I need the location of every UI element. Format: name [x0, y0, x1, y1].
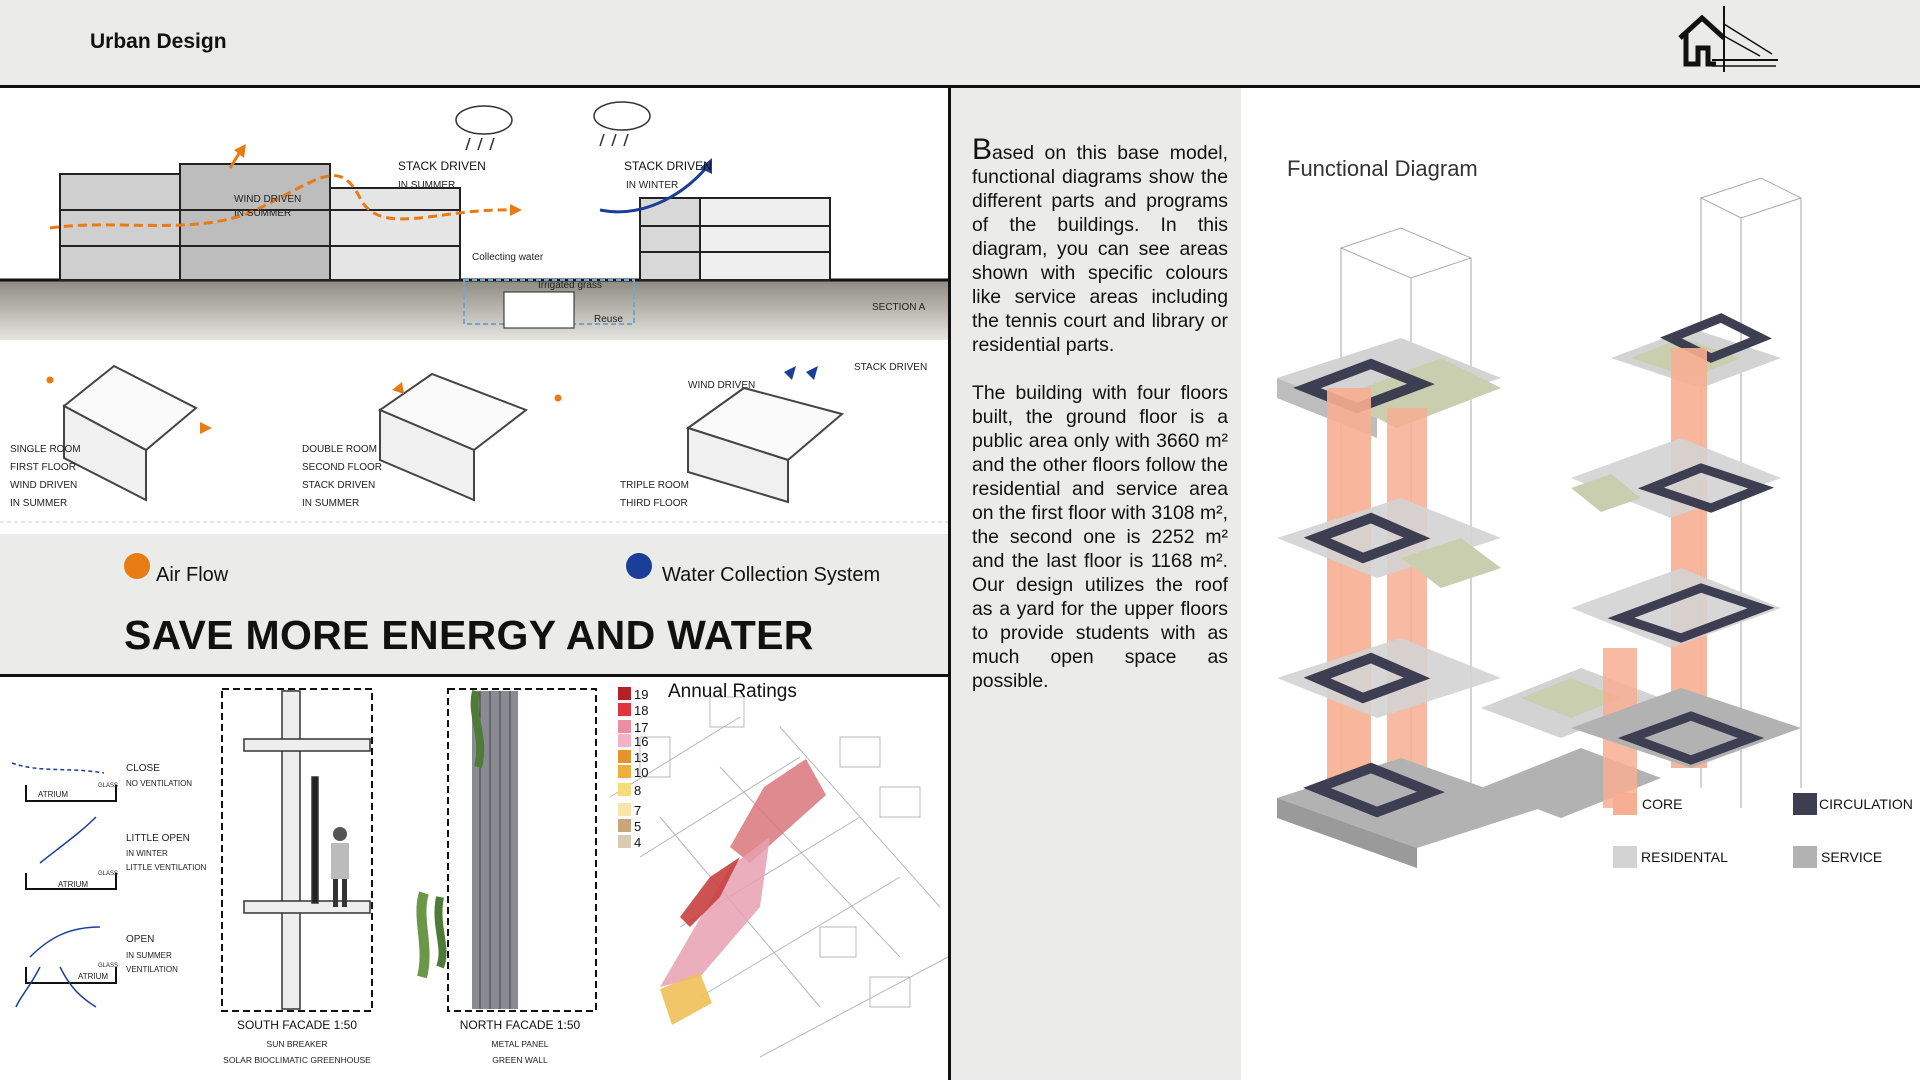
room-2-line-1: DOUBLE ROOM: [302, 444, 378, 455]
vent-1-glass: GLASS: [98, 783, 119, 789]
page-title: Urban Design: [90, 30, 227, 53]
scale-value-4: 4: [634, 835, 642, 850]
legend-residential-label: RESIDENTAL: [1641, 849, 1728, 865]
rain-cloud-icon: [594, 102, 650, 146]
scale-swatch-17: [618, 720, 631, 733]
scale-value-18: 18: [634, 703, 649, 718]
paragraph-1: [972, 133, 1228, 357]
north-facade-title: NORTH FACADE 1:50: [459, 1018, 581, 1032]
room-2-line-3: STACK DRIVEN: [302, 480, 376, 491]
ground-strip: [0, 280, 948, 340]
core-column: [1387, 408, 1427, 808]
vent-2-glass: GLASS: [98, 871, 119, 877]
south-facade-sub1: SUN BREAKER: [266, 1039, 328, 1049]
scale-value-13: 13: [634, 750, 649, 765]
vent-3-detail-2: VENTILATION: [126, 965, 178, 974]
south-facade-sub2: SOLAR BIOCLIMATIC GREENHOUSE: [223, 1055, 371, 1065]
label-section: SECTION A: [872, 302, 926, 313]
legend-circulation-swatch: [1793, 793, 1817, 815]
facade-drawings: [0, 677, 948, 1080]
scale-value-19: 19: [634, 687, 649, 702]
scale-value-5: 5: [634, 819, 642, 834]
label-irrigated: Irrigated grass: [538, 280, 602, 291]
water-dot-icon: [626, 553, 652, 579]
legend-core-label: CORE: [1642, 796, 1683, 812]
label-stack-summer-1: STACK DRIVEN: [398, 159, 486, 173]
scale-swatch-4: [618, 835, 631, 848]
house-line-logo-icon: [1676, 4, 1780, 72]
vent-2-detail-2: LITTLE VENTILATION: [126, 863, 207, 872]
label-stack-driven: STACK DRIVEN: [854, 362, 928, 373]
scale-value-17: 17: [634, 720, 649, 735]
label-wind-summer-1: WIND DRIVEN: [234, 194, 302, 205]
water-collection-label: Water Collection System: [662, 564, 881, 586]
label-reuse: Reuse: [594, 314, 623, 325]
room-1-line-4: IN SUMMER: [10, 498, 68, 509]
person-figure: [331, 827, 349, 907]
site-map: [610, 697, 948, 1057]
air-flow-label: Air Flow: [156, 564, 229, 586]
room-3-line-2: THIRD FLOOR: [620, 498, 688, 509]
vent-1-atrium: ATRIUM: [38, 790, 69, 799]
scale-swatch-5: [618, 819, 631, 832]
description-text: [972, 133, 1228, 717]
label-stack-winter-1: STACK DRIVEN: [624, 159, 712, 173]
paragraph-2: The building with four floors built, the ground floor is a public area only with 3660 m² and the other floors follow the residential and service area on the first floor with 3108 m², the second one is 2252 m² and the last floor is 1168 m². Our design utilizes the roof as a yard for the upper floors to provide students with as much open space as possible.: [972, 382, 1228, 692]
north-facade-sub2: GREEN WALL: [492, 1055, 548, 1065]
vent-2-detail-1: IN WINTER: [126, 849, 168, 858]
room-1-line-1: SINGLE ROOM: [10, 444, 81, 455]
core-column: [1327, 388, 1371, 808]
legend-core-swatch: [1613, 793, 1637, 815]
paragraph-1-text: ased on this base model, functional diagrams show the different parts and programs of the buildings. In this diagram, you can see areas shown with specific colours like service areas including the tennis court and library or residential parts.: [972, 142, 1228, 356]
scale-swatch-19: [618, 687, 631, 700]
ratings-scale: [618, 687, 648, 850]
heat-zone-1: [730, 759, 826, 863]
room-3-line-1: TRIPLE ROOM: [620, 480, 689, 491]
scale-swatch-13: [618, 750, 631, 763]
scale-value-10: 10: [634, 765, 649, 780]
legend-circulation-label: CIRCULATION: [1819, 796, 1913, 812]
vent-3-atrium: ATRIUM: [78, 972, 109, 981]
vent-3-detail-1: IN SUMMER: [126, 951, 172, 960]
legend-residential-swatch: [1613, 846, 1637, 868]
vent-2-atrium: ATRIUM: [58, 880, 89, 889]
scale-swatch-8: [618, 783, 631, 796]
label-stack-summer-2: IN SUMMER: [398, 180, 456, 191]
room-1-line-3: WIND DRIVEN: [10, 480, 78, 491]
legend-service-swatch: [1793, 846, 1817, 868]
drop-cap: B: [972, 133, 993, 166]
scale-swatch-16: [618, 734, 631, 747]
scale-swatch-10: [618, 765, 631, 778]
room-2-line-2: SECOND FLOOR: [302, 462, 383, 473]
scale-value-7: 7: [634, 803, 642, 818]
vent-3-state: OPEN: [126, 934, 155, 945]
section-diagram: [0, 88, 948, 534]
facade-panel: [0, 677, 948, 1080]
label-collecting: Collecting water: [472, 252, 544, 263]
air-flow-dot-icon: [124, 553, 150, 579]
north-facade-sub1: METAL PANEL: [491, 1039, 549, 1049]
annual-ratings-title: Annual Ratings: [668, 681, 797, 702]
label-stack-winter-2: IN WINTER: [626, 180, 679, 191]
headline: SAVE MORE ENERGY AND WATER: [124, 612, 814, 658]
south-facade-title: SOUTH FACADE 1:50: [236, 1018, 358, 1032]
functional-diagram-panel: [1241, 88, 1920, 1080]
right-building: [640, 198, 830, 280]
right-tower: [1571, 318, 1801, 808]
rain-cloud-icon: [456, 106, 512, 150]
label-wind-summer-2: IN SUMMER: [234, 208, 292, 219]
vent-2-state: LITTLE OPEN: [126, 833, 190, 844]
legend-service-label: SERVICE: [1821, 849, 1883, 865]
vent-1-state: CLOSE: [126, 763, 160, 774]
north-facade-frame: [448, 689, 596, 1011]
vent-1-detail: NO VENTILATION: [126, 779, 193, 788]
scale-swatch-18: [618, 703, 631, 716]
scale-value-16: 16: [634, 734, 649, 749]
label-wind-driven: WIND DRIVEN: [688, 380, 756, 391]
section-drawing: [0, 88, 948, 534]
header-bar: [0, 0, 1920, 88]
functional-diagram-title: Functional Diagram: [1287, 156, 1478, 181]
scale-value-8: 8: [634, 783, 642, 798]
functional-axonometric: [1241, 88, 1920, 988]
vent-3-glass: GLASS: [98, 963, 119, 969]
room-1-line-2: FIRST FLOOR: [10, 462, 76, 473]
scale-swatch-7: [618, 803, 631, 816]
room-2-line-4: IN SUMMER: [302, 498, 360, 509]
